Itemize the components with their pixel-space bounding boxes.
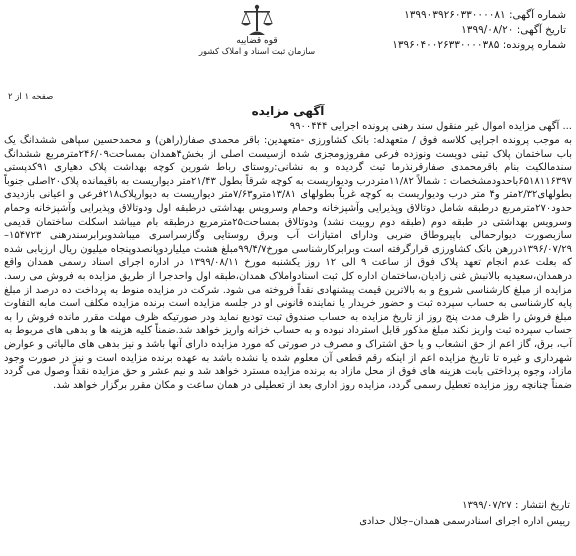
ads-date-value: ۱۳۹۹/۰۸/۲۰ — [461, 24, 514, 36]
case-number-label: شماره پرونده: — [502, 39, 566, 51]
judiciary-calligraphy: قوه قضاییه — [236, 36, 278, 46]
signature-line: رییس اداره اجرای اسنادرسمی همدان–جلال حدادی — [359, 516, 570, 527]
judiciary-emblem — [182, 4, 332, 66]
scales-of-justice-icon — [238, 4, 276, 38]
case-number-value: ۱۳۹۶۰۴۰۰۲۶۳۳۰۰۰۰۳۸۵ — [392, 39, 500, 51]
ads-date-row — [316, 23, 566, 38]
ads-number-row — [316, 8, 566, 23]
case-number-row — [316, 38, 566, 53]
notice-body: به موجب پرونده اجرایی کلاسه فوق / متعهدله: بانک کشاورزی -متعهدین: باقر محمدی صفار(راهن) و محمدحسین سپاهی ششدانگ یک باب ساختمان پلاک ثبتی دویست ونوزده فرعی مفروزومجزی شده ازسیست اصلی از بخش۴همدان بمساحت۲۴۶/۰۹مترمربع ششدانگ سندمالکیت بنام باقرمحمدی صفارقرنذرما ثبت گردیده و به نشانی:روستای رباط شورین کوچه بهداشت پلاک دهیاری ۹۱کدپستی ۶۵۱۸۱۱۶۳۹۷باحدودمشخصات : شمالاً ۱۱/۸۲متردرب ودیواریست به کوچه شرقاً بطول ۲۱/۴۳متر دیواریست به باقیمانده پلاک۲۰اصلی جنوباً بطولهای۲/۳۲متر و۴ متر درب ودیواریست به کوچه غرباً بطولهای ۱۳/۸۱مترو۷/۶۳متر دیواریست به دیوارپلاک۲۱۸فرعی و اعیانی بازدیدی حدود۲۷۰مترمربع درطبقه شامل دوتالاق وپذیرایی وآشپزخانه وحمام وسرویس بهداشتی درطبقه اول ودوتالاق وپذیرایی وآشپزخانه وحمام وسرویس بهداشتی در طبقه دوم (طبقه دوم روبیت نشد) ودوتالاق بمساحت۲۵مترمربع درطبقه بام میباشد اسکلت ساختمان قدیمی سازبصورت دیوارحمالی باپیروطاق ضربی ودارای امتیازات آب وبرق روستایی وگازسراسری میباشدوبرابرسندرهنی ۱۵۴۷۲۳–۱۳۹۶/۰۷/۲۹دررهن بانک کشاورزی قرارگرفته است وبرابرکارشناسی مورخ۹۹/۴/۷مبلغ هشت میلیاردوپانصدوپنجاه میلیون ریال ارزیابی شده که بعلت عدم انجام تعهد پلاک فوق از ساعت ۹ الی ۱۲ روز یکشنبه مورخ ۱۳۹۹/۰۸/۱۱ در اداره اجرای اسناد رسمی همدان واقع درهمدان،سعیدیه بالانبش غنی زادیان،ساختمان اداره کل ثبت اسنادواملاک همدان،طبقه اول واحدجرا از طریق مزایده به فروش می رسد. مزایده از مبلغ کارشناسی شروع و به بالاترین قیمت پیشنهادی نقداً فروخته می شود. شرکت در مزایده منوط به پرداخت ده درصد از مبلغ پایه کارشناسی به حساب سپرده ثبت و حضور خریدار یا نماینده قانونی او در جلسه مزایده است برنده مزایده مکلف است مابه التفاوت مبلغ فروش را ظرف مدت پنج روز از تاریخ مزایده به حساب صندوق ثبت تودیع نماید ودر صورتیکه ظرف مهلت مقرر مانده فروش را به حساب سپرده ثبت واریز نکند مبلغ مذکور قابل استرداد نبوده و به حساب خزانه واریز خواهد شد.ضمناً کلیه هزینه ها و بدهی های مربوط به آب، برق، گاز اعم از حق انشعاب و یا حق اشتراک و مصرف در صورتی که مورد مزایده دارای آنها باشد و نیز بدهی های مالیاتی و عوارض شهرداری و غیره تا تاریخ مزایده اعم از اینکه رقم قطعی آن معلوم شده یا نشده باشد به عهده برنده مزایده است و نیز در صورت وجود مازاد، وجوه پرداختی بابت هزینه های فوق از محل مازاد به برنده مزایده مسترد خواهد شد و نیم عشر و حق مزایده نقداً وصول می گردد ضمناً چنانچه روز مزایده تعطیل رسمی گردد، مزایده روز اداری بعد از تعطیلی در همان ساعت و مکان مقرر برگزار خواهد شد. — [4, 135, 573, 391]
notice-intro: ... آگهی مزایده اموال غیر منقول سند رهنی پرونده اجرایی ۹۹۰۰۴۴۴ — [289, 121, 572, 132]
organization-name: سازمان ثبت اسناد و املاک کشور — [198, 47, 316, 57]
ads-date-label: تاریخ آگهی: — [516, 24, 566, 36]
page-number: صفحه ۱ از ۲ — [8, 92, 54, 102]
notice-title: آگهی مزایده — [251, 104, 325, 118]
ads-number-value: ۱۳۹۹۰۳۹۲۶۰۳۳۰۰۰۰۸۱ — [404, 9, 506, 21]
publication-date: تاریخ انتشار : ۱۳۹۹/۰۷/۲۷ — [462, 500, 570, 511]
ad-meta — [316, 8, 566, 53]
ads-number-label: شماره آگهی: — [508, 9, 566, 21]
